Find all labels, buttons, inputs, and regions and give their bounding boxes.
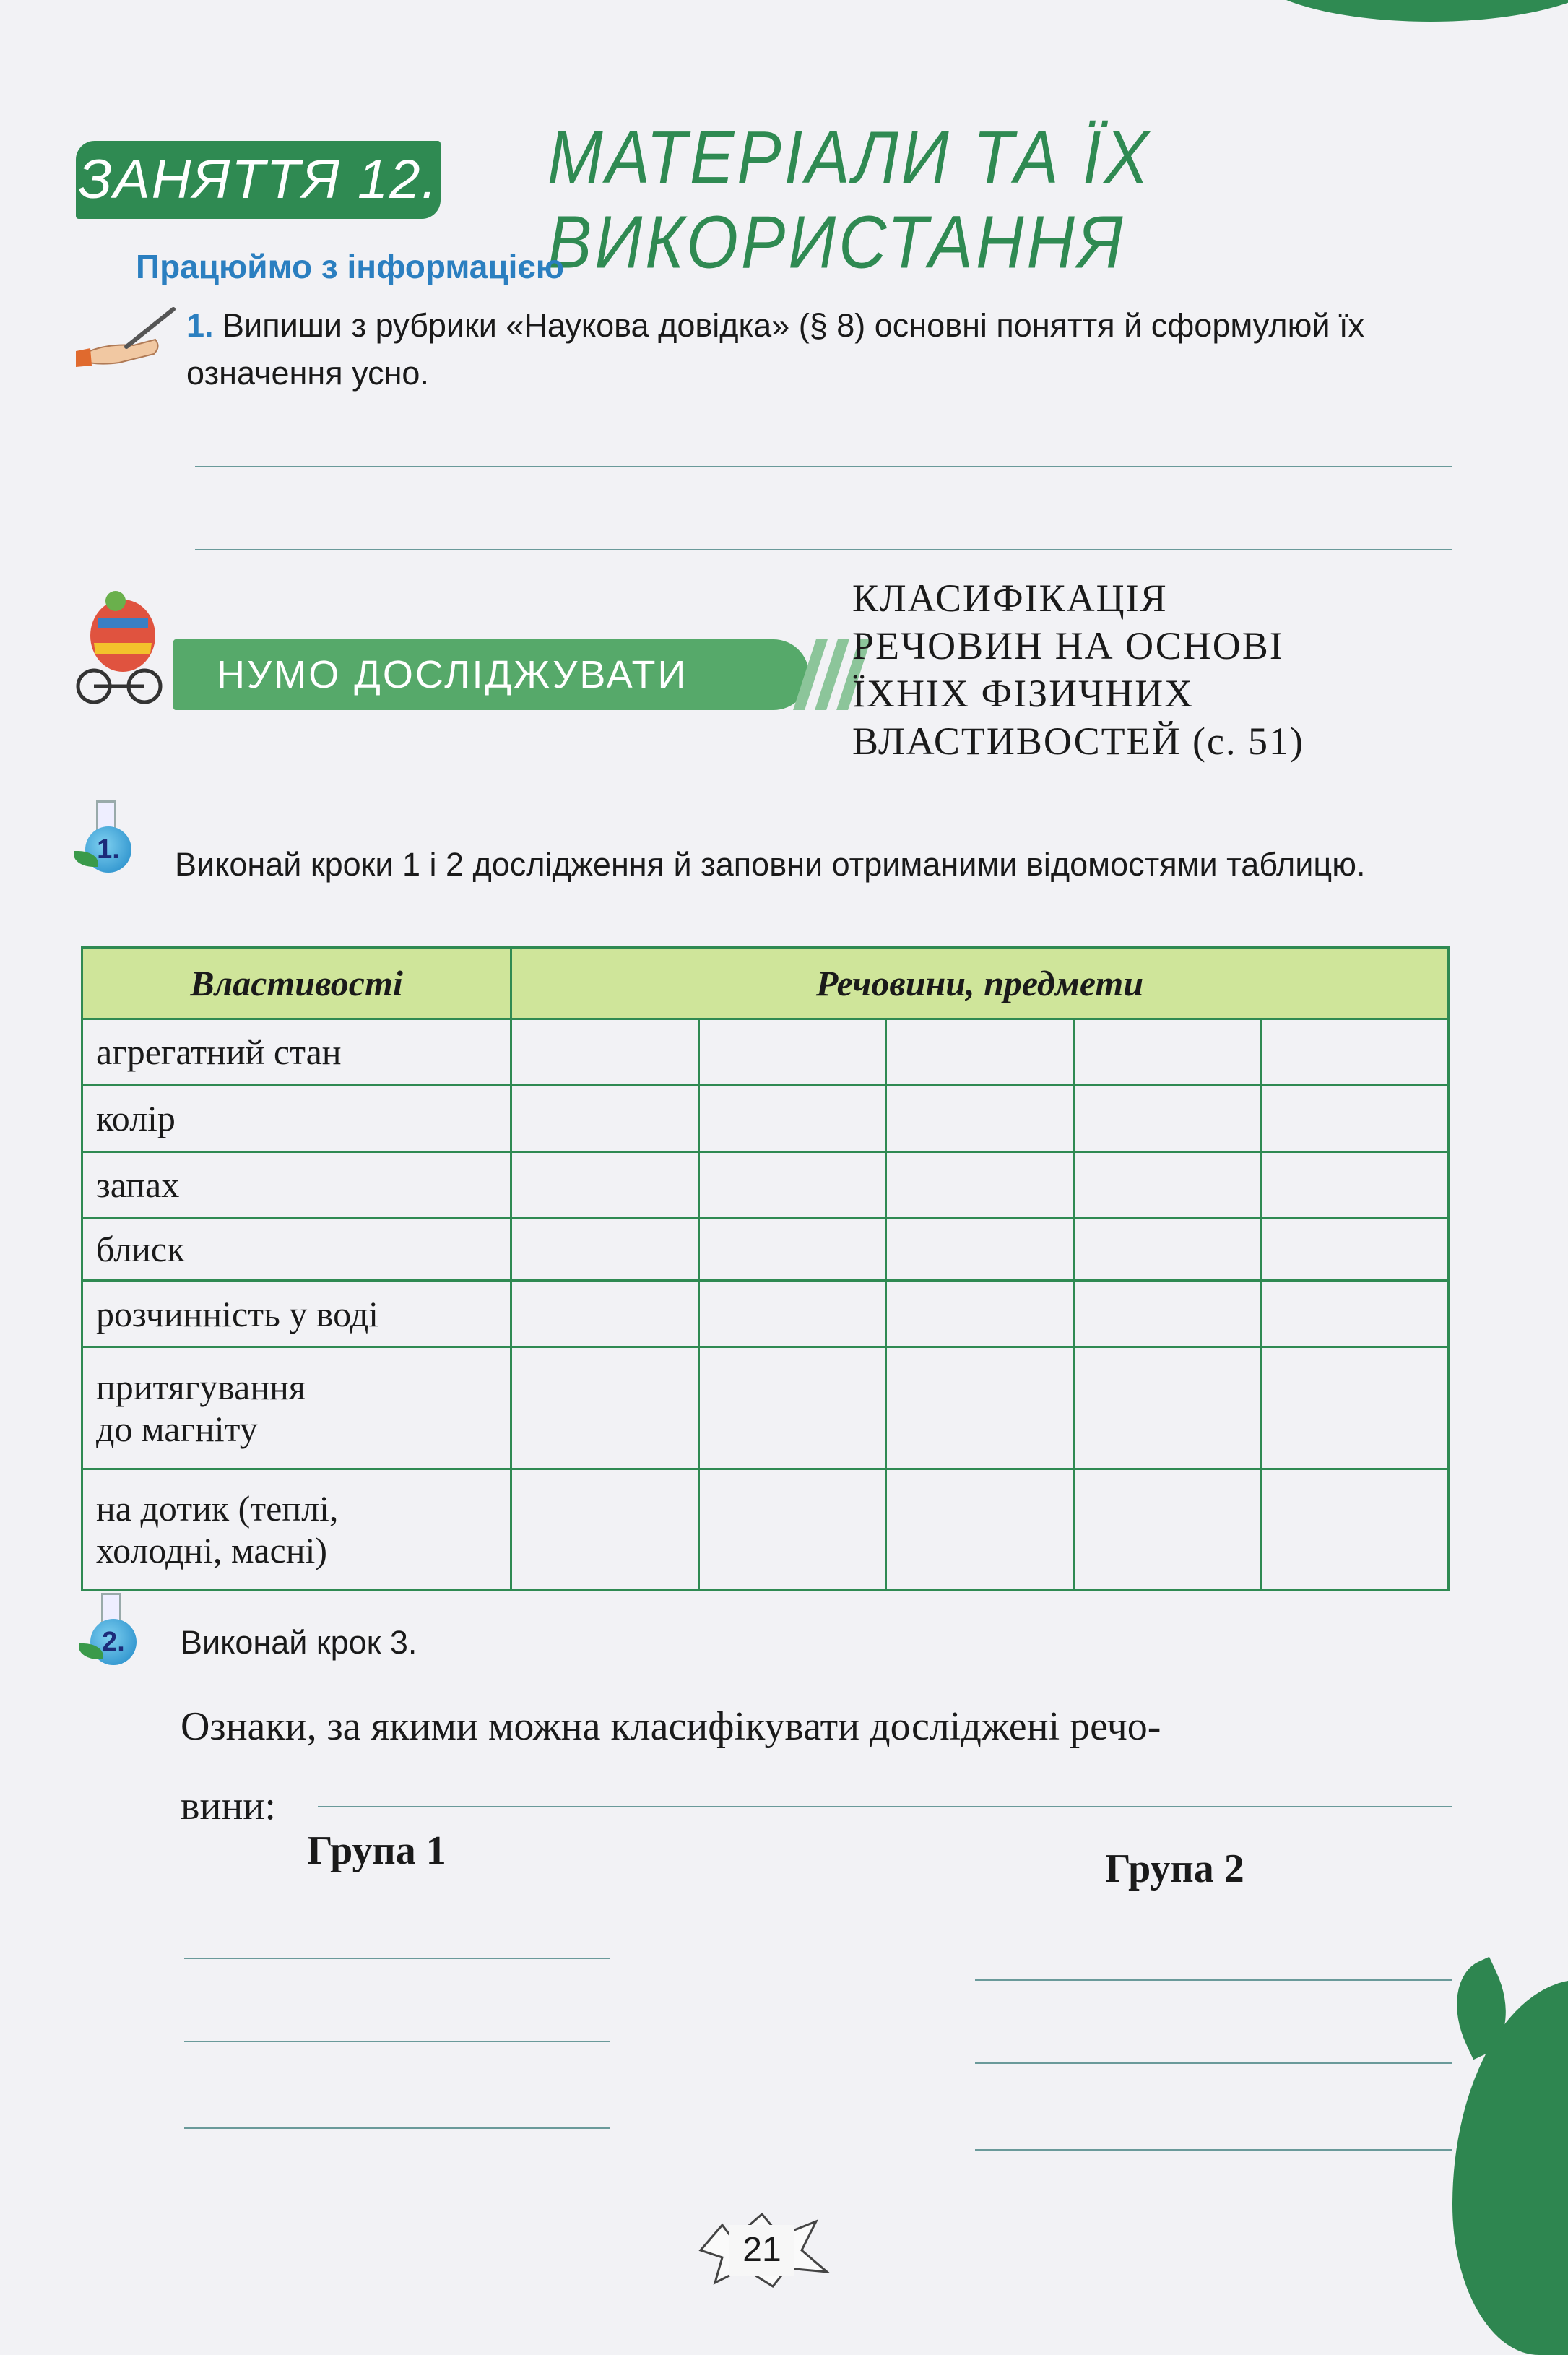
section-banner <box>173 639 809 710</box>
row-label: запах <box>82 1151 511 1218</box>
row-label-line: холодні, масні) <box>96 1530 328 1571</box>
step-1-number: 1. <box>85 826 131 873</box>
task-1 <box>186 302 1457 397</box>
table-cell[interactable] <box>1073 1019 1261 1086</box>
table-cell[interactable] <box>511 1019 699 1086</box>
table-cell[interactable] <box>1073 1347 1261 1469</box>
answer-line[interactable] <box>195 466 1452 467</box>
group-1-title: Група 1 <box>307 1828 446 1873</box>
investigation-title: КЛАСИФІКАЦІЯ РЕЧОВИН НА ОСНОВІ ЇХНІХ ФІЗИЧНИХ ВЛАСТИВОСТЕЙ (с. 51) <box>852 576 1304 763</box>
bug-on-bicycle-icon <box>72 585 166 708</box>
table-row <box>82 1019 1449 1086</box>
table-cell[interactable] <box>511 1347 699 1469</box>
step-1-text: Виконай кроки 1 і 2 дослідження й заповни отриманими відомостями таблицю. <box>175 846 1366 883</box>
table-row <box>82 1218 1449 1281</box>
row-label: розчинність у воді <box>82 1281 511 1347</box>
flask-icon <box>83 1593 148 1672</box>
table-cell[interactable] <box>698 1085 886 1151</box>
lesson-title: МАТЕРІАЛИ ТА ЇХ ВИКОРИСТАННЯ <box>547 116 1152 284</box>
header-substances: Речовини, предмети <box>511 948 1449 1019</box>
group-1-answer-line[interactable] <box>184 1958 610 1959</box>
row-label-line: до магніту <box>96 1408 258 1449</box>
table-cell[interactable] <box>1261 1151 1449 1218</box>
group-2-title: Група 2 <box>1105 1846 1244 1891</box>
row-label-line: на дотик (теплі, <box>96 1488 339 1529</box>
row-label <box>82 1347 511 1469</box>
writing-hand-icon <box>76 303 177 368</box>
classification-signs <box>181 1687 1452 1846</box>
table-row <box>82 1469 1449 1590</box>
table-cell[interactable] <box>1261 1085 1449 1151</box>
table-cell[interactable] <box>886 1019 1074 1086</box>
step-2-text: Виконай крок 3. <box>181 1624 417 1661</box>
table-cell[interactable] <box>698 1281 886 1347</box>
table-cell[interactable] <box>698 1019 886 1086</box>
row-label: блиск <box>82 1218 511 1281</box>
flask-icon <box>78 800 143 880</box>
group-1-answer-line[interactable] <box>184 2127 610 2129</box>
table-header-row <box>82 948 1449 1019</box>
row-label: колір <box>82 1085 511 1151</box>
table-cell[interactable] <box>511 1469 699 1590</box>
table-cell[interactable] <box>1261 1218 1449 1281</box>
section-title: Працюймо з інформацією <box>136 248 565 285</box>
group-1-answer-line[interactable] <box>184 2041 610 2042</box>
decorative-corner-top <box>1250 0 1568 22</box>
table-cell[interactable] <box>698 1469 886 1590</box>
group-2-answer-line[interactable] <box>975 1979 1452 1981</box>
table-cell[interactable] <box>698 1151 886 1218</box>
row-label-line: притягування <box>96 1366 306 1407</box>
answer-line[interactable] <box>195 549 1452 550</box>
table-cell[interactable] <box>886 1347 1074 1469</box>
page-number: 21 <box>729 2225 794 2276</box>
table-cell[interactable] <box>511 1281 699 1347</box>
table-cell[interactable] <box>1261 1281 1449 1347</box>
table-cell[interactable] <box>511 1085 699 1151</box>
group-2-answer-line[interactable] <box>975 2062 1452 2064</box>
table-cell[interactable] <box>886 1151 1074 1218</box>
banner-label: НУМО ДОСЛІДЖУВАТИ <box>217 653 688 696</box>
table-row <box>82 1085 1449 1151</box>
table-cell[interactable] <box>886 1469 1074 1590</box>
table-cell[interactable] <box>1073 1151 1261 1218</box>
row-label <box>82 1469 511 1590</box>
lesson-badge: ЗАНЯТТЯ 12. <box>76 141 441 219</box>
header-properties: Властивості <box>82 948 511 1019</box>
table-cell[interactable] <box>511 1151 699 1218</box>
page-number-container <box>693 2211 831 2290</box>
table-cell[interactable] <box>886 1218 1074 1281</box>
step-2-number: 2. <box>90 1619 137 1665</box>
row-label: агрегатний стан <box>82 1019 511 1086</box>
table-cell[interactable] <box>886 1085 1074 1151</box>
table-cell[interactable] <box>511 1218 699 1281</box>
answer-line[interactable] <box>318 1806 1452 1807</box>
table-cell[interactable] <box>1073 1085 1261 1151</box>
table-cell[interactable] <box>1261 1347 1449 1469</box>
table-cell[interactable] <box>1073 1469 1261 1590</box>
task-1-text: Випиши з рубрики «Наукова довідка» (§ 8) основні поняття й сформулюй їх означення усно. <box>186 307 1364 392</box>
table-cell[interactable] <box>698 1218 886 1281</box>
properties-table <box>81 946 1450 1591</box>
group-2-answer-line[interactable] <box>975 2149 1452 2151</box>
table-cell[interactable] <box>1073 1281 1261 1347</box>
table-cell[interactable] <box>1073 1218 1261 1281</box>
table-row <box>82 1347 1449 1469</box>
signs-prefix: Ознаки, за якими можна класифікувати досліджені речо- <box>181 1704 1161 1749</box>
task-1-number: 1. <box>186 307 214 344</box>
signs-suffix: вини: <box>181 1784 276 1828</box>
table-cell[interactable] <box>886 1281 1074 1347</box>
table-row <box>82 1281 1449 1347</box>
table-cell[interactable] <box>1261 1469 1449 1590</box>
table-row <box>82 1151 1449 1218</box>
table-cell[interactable] <box>1261 1019 1449 1086</box>
table-cell[interactable] <box>698 1347 886 1469</box>
